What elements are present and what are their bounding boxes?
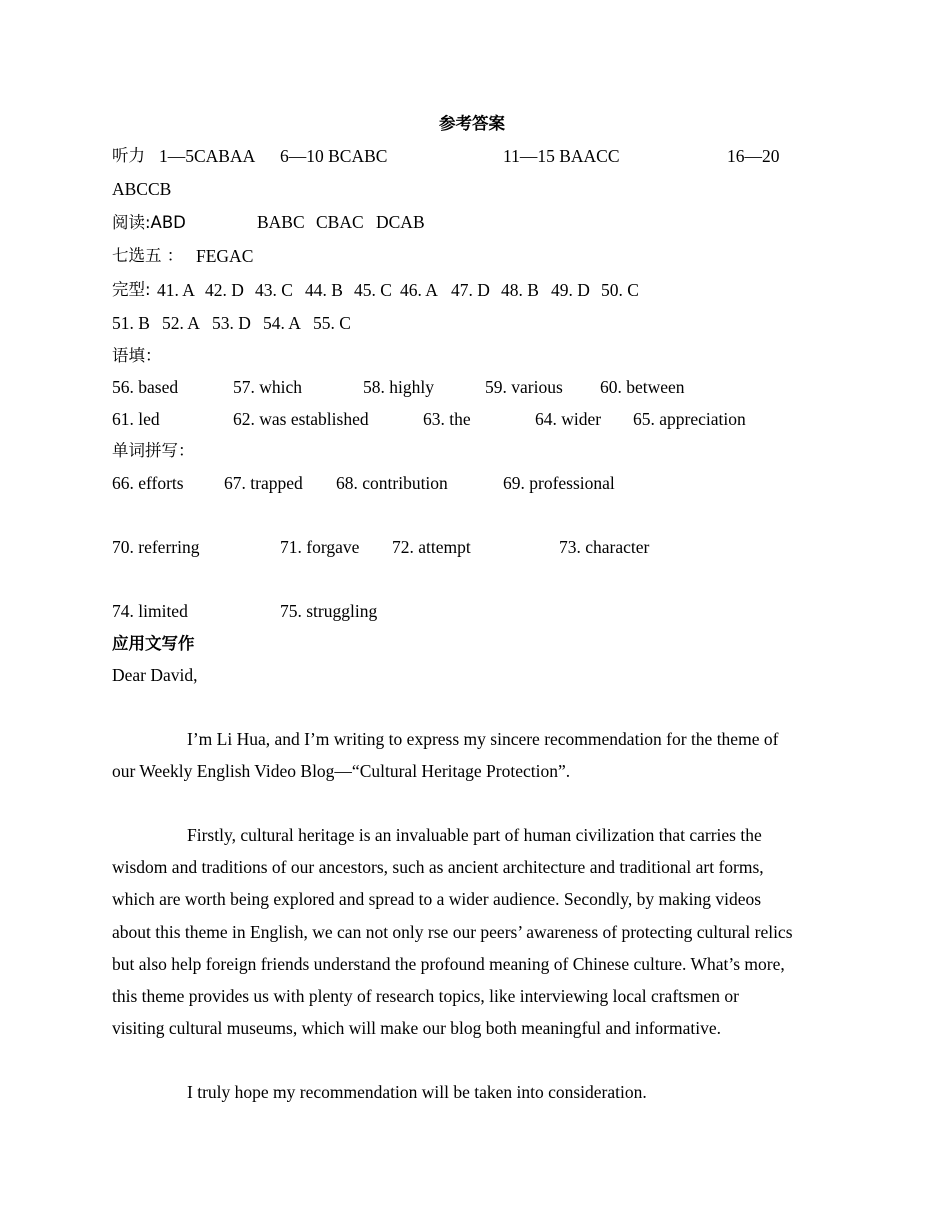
cloze-answer: 52. A (162, 313, 200, 333)
grammar-answer: 61. led (112, 409, 160, 429)
cloze-answer: 51. B (112, 313, 150, 333)
spelling-answer: 74. limited (112, 601, 188, 621)
cloze-answer: 43. C (255, 280, 293, 300)
letter-line: wisdom and traditions of our ancestors, such as ancient architecture and traditional art forms, (112, 857, 764, 877)
letter-line: about this theme in English, we can not only rse our peers’ awareness of protecting cultural relics (112, 922, 793, 942)
cloze-answer: 55. C (313, 313, 351, 333)
letter-salutation: Dear David, (112, 665, 198, 685)
letter-line: visiting cultural museums, which will make our blog both meaningful and informative. (112, 1018, 721, 1038)
letter-line: which are worth being explored and spread to a wider audience. Secondly, by making videos (112, 889, 762, 909)
letter-line: this theme provides us with plenty of research topics, like interviewing local craftsmen or (112, 986, 739, 1006)
grammar-answer: 62. was established (233, 409, 369, 429)
seven-choose-five-answers: FEGAC (196, 246, 254, 266)
reading-label (112, 214, 186, 232)
reading-group: DCAB (376, 212, 425, 232)
grammar-answer: 63. the (423, 409, 471, 429)
spelling-answer: 69. professional (503, 473, 615, 493)
letter-line: I’m Li Hua, and I’m writing to express my sincere recommendation for the theme of (187, 729, 779, 749)
grammar-answer: 56. based (112, 377, 179, 397)
cloze-answer: 41. A (157, 280, 195, 300)
spelling-answer: 73. character (559, 537, 650, 557)
cloze-answer: 44. B (305, 280, 343, 300)
grammar-fill-label: 语填： (112, 346, 162, 365)
cloze-answer: 47. D (451, 280, 490, 300)
cloze-answer: 48. B (501, 280, 539, 300)
cloze-answer: 45. C (354, 280, 392, 300)
spelling-answer: 70. referring (112, 537, 200, 557)
letter-line: Firstly, cultural heritage is an invaluable part of human civilization that carries the (187, 825, 762, 845)
spelling-answer: 66. efforts (112, 473, 184, 493)
cloze-answer: 50. C (601, 280, 639, 300)
letter-line: our Weekly English Video Blog—“Cultural Heritage Protection”. (112, 761, 571, 781)
grammar-answer: 59. various (485, 377, 563, 397)
grammar-answer: 65. appreciation (633, 409, 746, 429)
cloze-answer: 49. D (551, 280, 590, 300)
listening-group: 16—20 (727, 146, 780, 166)
reading-label-text: 阅读:ABD (112, 213, 186, 232)
seven-choose-five-label: 七选五 ： (112, 246, 184, 265)
writing-heading: 应用文写作 (112, 634, 195, 653)
cloze-answer: 46. A (400, 280, 438, 300)
spelling-answer: 67. trapped (224, 473, 303, 493)
spelling-answer: 72. attempt (392, 537, 471, 557)
listening-label: 听力 (112, 146, 145, 165)
reading-group: CBAC (316, 212, 364, 232)
spelling-answer: 71. forgave (280, 537, 360, 557)
listening-group: 1—5CABAA (159, 146, 256, 166)
spelling-answer: 68. contribution (336, 473, 448, 493)
letter-line: but also help foreign friends understand the profound meaning of Chinese culture. What’s more, (112, 954, 785, 974)
grammar-answer: 57. which (233, 377, 303, 397)
grammar-answer: 60. between (600, 377, 685, 397)
grammar-answer: 58. highly (363, 377, 434, 397)
reading-group: BABC (257, 212, 305, 232)
listening-group: 6—10 BCABC (280, 146, 388, 166)
grammar-answer: 64. wider (535, 409, 602, 429)
listening-group: 11—15 BAACC (503, 146, 620, 166)
cloze-answer: 54. A (263, 313, 301, 333)
spelling-answer: 75. struggling (280, 601, 378, 621)
spelling-label: 单词拼写： (112, 441, 195, 460)
cloze-label: 完型: (112, 280, 151, 299)
letter-line: I truly hope my recommendation will be taken into consideration. (187, 1082, 647, 1102)
cloze-answer: 53. D (212, 313, 251, 333)
page-title: 参考答案 (439, 114, 505, 133)
listening-overflow: ABCCB (112, 179, 172, 199)
cloze-answer: 42. D (205, 280, 244, 300)
